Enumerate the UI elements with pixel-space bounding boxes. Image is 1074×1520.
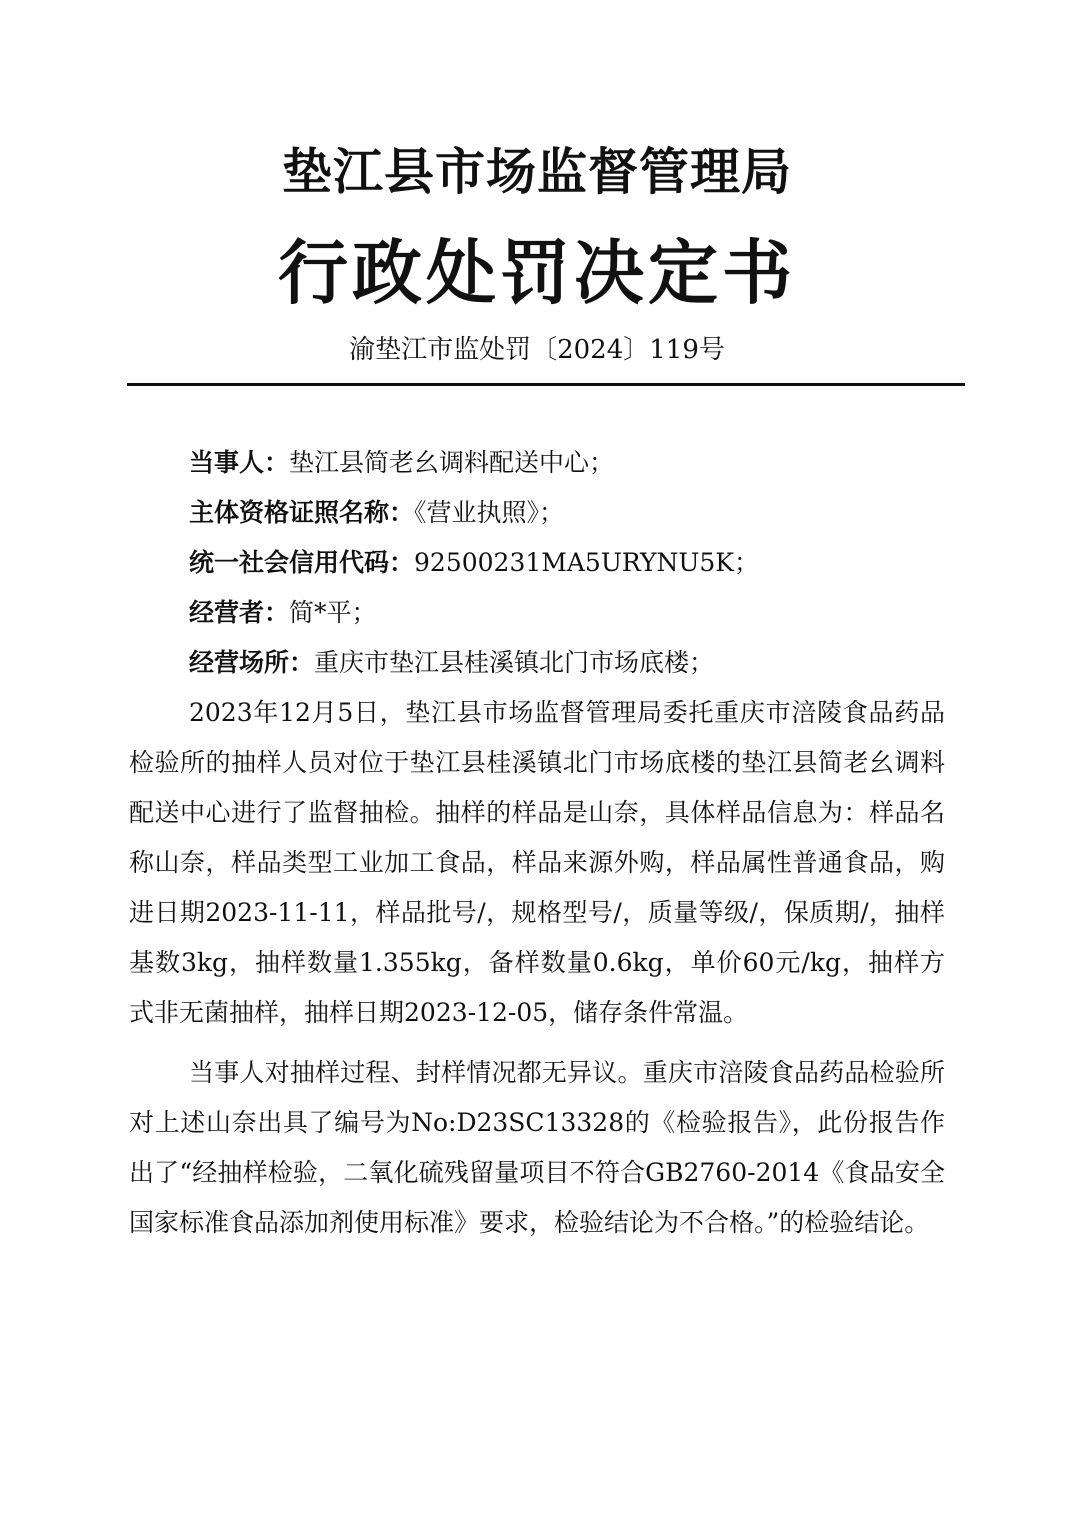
- credit-code-field: [129, 538, 945, 588]
- document-title: 行政处罚决定书: [278, 231, 796, 314]
- field-label: 经营者：: [189, 598, 290, 627]
- field-value: 重庆市垫江县桂溪镇北门市场底楼；: [314, 648, 715, 677]
- body-paragraph: 当事人对抽样过程、封样情况都无异议。重庆市涪陵食品药品检验所对上述山奈出具了编号为No:D23SC13328的《检验报告》，此份报告作出了“经抽样检验，二氧化硫残留量项目不符合GB2760-2014《食品安全国家标准食品添加剂使用标准》要求，检验结论为不合格。”的检验结论。: [129, 1058, 945, 1237]
- party-field: [129, 438, 945, 488]
- operator-field: [129, 588, 945, 638]
- body-paragraph: 2023年12月5日，垫江县市场监督管理局委托重庆市涪陵食品药品检验所的抽样人员对位于垫江县桂溪镇北门市场底楼的垫江县简老幺调料配送中心进行了监督抽检。抽样的样品是山奈，具体样品信息为：样品名称山奈，样品类型工业加工食品，样品来源外购，样品属性普通食品，购进日期2023-11-11，样品批号/，规格型号/，质量等级/，保质期/，抽样基数3kg，抽样数量1.355kg，备样数量0.6kg，单价60元/kg，抽样方式非无菌抽样，抽样日期2023-12-05，储存条件常温。: [129, 698, 945, 1027]
- field-label: 当事人：: [189, 448, 290, 477]
- field-label: 经营场所：: [189, 648, 315, 677]
- field-value: 《营业执照》；: [414, 498, 565, 527]
- field-label: 统一社会信用代码：: [189, 548, 415, 577]
- field-value: 简*平；: [289, 598, 377, 627]
- header-divider: [127, 383, 965, 386]
- license-field: [129, 488, 945, 538]
- document-number: 渝垫江市监处罚〔2024〕119号: [349, 335, 725, 365]
- premises-field: [129, 638, 945, 688]
- field-value: 垫江县简老幺调料配送中心；: [289, 448, 615, 477]
- field-value: 92500231MA5URYNU5K；: [414, 548, 759, 577]
- document-body: [129, 438, 945, 1248]
- agency-name: 垫江县市场监督管理局: [282, 143, 792, 201]
- field-label: 主体资格证照名称：: [189, 498, 415, 527]
